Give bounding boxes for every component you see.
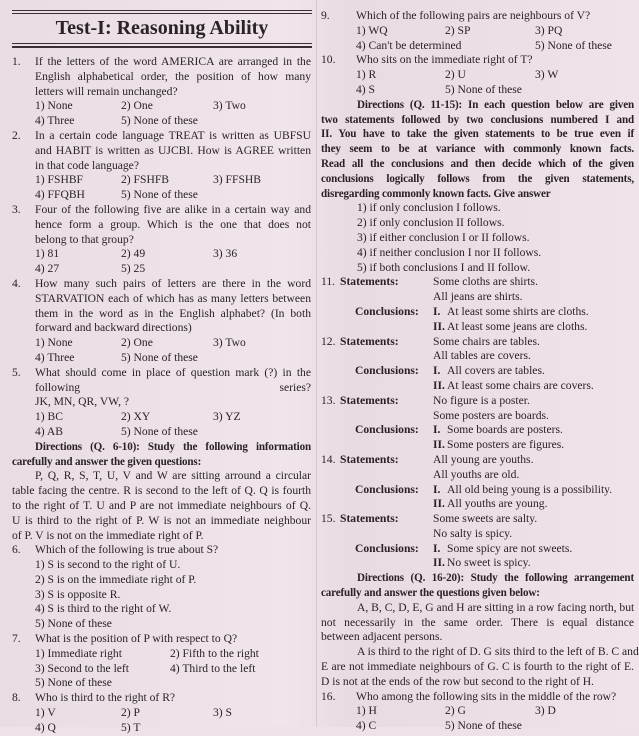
answer-option[interactable]: 4) Q [35,720,56,734]
conclusion-number: I. [433,423,441,437]
answer-option[interactable]: 3) YZ [213,410,241,424]
option-row [35,588,311,603]
text-line: In a certain code language TREAT is written as UBFSU [35,128,311,142]
answer-key-list [357,201,634,275]
option-row [356,24,634,39]
answer-option[interactable]: 1) S is second to the right of U. [35,558,181,572]
text-line: Read all the conclusions and then decide which of the given [321,157,634,170]
question-body [35,277,311,366]
question-body [356,690,634,734]
text-line: What should come in place of question mark (?) in the [35,365,311,379]
conclusion-text: Some spicy are not sweets. [447,541,573,555]
question-number: 15. [321,512,336,526]
answer-option[interactable]: 1) None [35,99,73,113]
text-line: them in the word as in the English alphabet? (In both [35,306,311,320]
conclusion-number: I. [433,541,441,555]
answer-option[interactable]: 1) 81 [35,247,60,261]
text-line: forward and backward directions) [35,321,192,335]
text-line: STARVATION each of which has as many letters between [35,291,311,305]
answer-option[interactable]: 1) V [35,706,56,720]
text-line: in that code language? [35,158,139,172]
conclusions-label: Conclusions: [355,423,419,437]
conclusion-text: Some posters are figures. [447,438,565,452]
option-row [35,602,311,617]
answer-option[interactable]: 5) None of these [445,719,522,733]
option-row [35,410,311,425]
text-line: II. You have to take the given statements to be true even if [321,128,634,141]
text-line: carefully and answer the given questions: [12,455,202,468]
rule [12,43,312,44]
conclusion-text: All old being young is a possibility. [447,482,613,496]
text-line: Directions (Q. 16-20): Study the following arrangement [357,572,634,585]
option-row [35,617,311,632]
text-line: between adjacent persons. [321,630,443,644]
conclusion-text: At least some chairs are covers. [447,378,594,392]
statements-label: Statements: [340,275,399,289]
statements-label: Statements: [340,452,399,466]
answer-option[interactable]: 5) T [121,720,141,734]
conclusion-text: All covers are tables. [447,364,545,378]
question-6 [12,543,311,632]
conclusion [433,379,634,394]
option-row [35,114,311,129]
option-row [35,247,311,262]
conclusion-number: II. [433,438,445,452]
answer-option[interactable]: 4) FFQBH [35,188,85,202]
answer-option[interactable]: 4) Can't be determined [356,38,462,52]
question-4 [12,277,311,366]
answer-key-item: 1) if only conclusion I follows. [357,201,501,215]
answer-option[interactable]: 2) S is on the immediate right of P. [35,572,197,586]
conclusion [433,305,634,320]
text-line: Who sits on the immediate right of T? [356,53,533,67]
rule [12,46,312,48]
answer-option[interactable]: 2) G [445,704,466,718]
answer-option[interactable]: 5) None of these [121,114,198,128]
conclusion-text: No sweet is spicy. [447,556,531,570]
question-body [35,55,311,129]
conclusion [433,556,634,571]
option-row [35,425,311,440]
conclusion-number: I. [433,304,441,318]
section-header [12,10,312,48]
directions [12,440,311,544]
text-line: letters will remain unchanged? [35,84,178,98]
answer-option[interactable]: 3) Second to the left [35,661,130,675]
answer-key-item: 2) if only conclusion II follows. [357,216,505,230]
column-divider [316,0,317,727]
answer-key-item: 5) if both conclusions I and II follow. [357,260,531,274]
question-number: 11. [321,275,336,289]
answer-key-item: 4) if neither conclusion I nor II follows. [357,245,542,259]
question-10 [321,53,634,97]
answer-option[interactable]: 3) FFSHB [213,173,262,187]
answer-key-item: 3) if either conclusion I or II follows. [357,230,530,244]
question-number: 12. [321,334,336,348]
conclusion [433,542,634,557]
answer-option[interactable]: 3) D [535,704,556,718]
answer-option[interactable]: 1) None [35,336,73,350]
question-body [356,53,634,97]
statements-label: Statements: [340,393,399,407]
answer-option[interactable]: 2) One [121,99,153,113]
text-line: If the letters of the word AMERICA are arranged in the [35,55,311,68]
conclusion-text: All youths are young. [447,497,548,511]
statements-label: Statements: [340,512,399,526]
option-row [35,573,311,588]
text-line: A, B, C, D, E, G and H are sitting in a row facing north, but [357,600,635,614]
question-body [356,9,634,53]
text-line: they seem to be at variance with commonly known facts. [321,143,634,156]
statement: Some chairs are tables. [433,334,540,348]
answer-option[interactable]: 3) Two [213,336,246,350]
answer-option[interactable]: 2) Fifth to the right [170,646,259,660]
answer-option[interactable]: 3) S is opposite R. [35,587,121,601]
answer-option[interactable]: 4) S [356,82,376,96]
answer-option[interactable]: 1) R [356,68,377,82]
conclusions-label: Conclusions: [355,364,419,378]
text-line: not necessarily in the same order. There is equal distance [321,615,634,629]
answer-option[interactable]: 5) None of these [445,82,522,96]
right-column [321,9,639,734]
answer-option[interactable]: 4) 27 [35,262,60,276]
question-number: 10. [321,53,336,67]
conclusion-number: I. [433,482,441,496]
answer-option[interactable]: 3) 36 [213,247,238,261]
text-line: carefully and answer the questions given below: [321,587,540,600]
answer-option[interactable]: 4) C [356,719,377,733]
answer-option[interactable]: 1) WQ [356,23,388,37]
answer-option[interactable]: 5) 25 [121,262,146,276]
conclusions-label: Conclusions: [355,482,419,496]
conclusion-number: I. [433,364,441,378]
answer-option[interactable]: 3) PQ [535,23,563,37]
answer-option[interactable]: 1) H [356,704,377,718]
text-line: U is third to the right of P. W is not an immediate neighbour [12,513,311,527]
answer-option[interactable]: 2) P [121,706,141,720]
option-row [35,336,311,351]
question-number: 16. [321,689,336,703]
text-line: A is third to the right of D. G sits third to the left of B. C and [357,645,639,659]
text-line: Four of the following five are alike in a certain way and [35,202,311,216]
answer-option[interactable]: 2) FSHFB [121,173,170,187]
answer-option[interactable]: 3) Two [213,99,246,113]
statement: Some posters are boards. [433,408,549,422]
question-16 [321,690,634,734]
text-line: E are not immediate neighbours of G. C is fourth to the right of E. [321,660,634,674]
question-number: 2. [12,128,21,142]
option-row [35,188,311,203]
text-line: two statements followed by two conclusions numbered I and [321,113,634,126]
text-line: belong to that group? [35,232,134,246]
conclusion-number: II. [433,556,445,570]
option-row [356,39,634,54]
left-column [12,55,311,736]
question-body [35,543,311,632]
text-line: Which of the following pairs are neighbours of V? [356,9,591,22]
answer-option[interactable]: 5) None of these [121,350,198,364]
conclusion-number: II. [433,497,445,511]
statement: No figure is a poster. [433,393,530,407]
answer-option[interactable]: 2) U [445,68,466,82]
question-number: 14. [321,452,336,466]
question-number: 5. [12,365,21,379]
question-body [35,632,311,691]
answer-option[interactable]: 2) SP [445,23,471,37]
syllogism-15 [321,512,634,571]
question-7 [12,632,311,691]
statement: All young are youths. [433,452,534,466]
option-row [35,351,311,366]
answer-option[interactable]: 4) Three [35,114,75,128]
answer-option[interactable]: 5) None of these [535,38,612,52]
option-row [35,262,311,277]
question-body [35,691,311,735]
conclusion [433,320,634,335]
text-line: table facing the centre. R is second to the left of Q. Q is fourth [12,484,311,498]
text-line: of P. V is not on the immediate right of P. [12,528,204,542]
question-body [35,366,311,440]
directions [321,98,634,276]
text-line: following series? [35,380,311,394]
directions [321,571,639,689]
text-line: English alphabetical order, the position of how many [35,69,311,83]
conclusion-number: II. [433,319,445,333]
text-line: Directions (Q. 11-15): In each question below are given [357,98,634,111]
question-3 [12,203,311,277]
conclusion [433,423,634,438]
option-row [356,68,634,83]
conclusion [433,483,634,498]
text-line: D is not at the ends of the row but second to the right of H. [321,674,595,688]
answer-option[interactable]: 2) XY [121,410,151,424]
question-number: 13. [321,393,336,407]
option-row [35,721,311,736]
option-row [35,706,311,721]
statement: All youths are old. [433,467,520,481]
answer-option[interactable]: 5) None of these [121,424,198,438]
answer-option[interactable]: 4) AB [35,424,64,438]
text-line: Who among the following sits in the middle of the row? [356,689,617,703]
syllogism-11 [321,275,634,334]
question-number: 1. [12,55,21,68]
answer-option[interactable]: 4) Third to the left [170,661,256,675]
option-row [35,662,311,677]
text-line: conclusions logically follows from the given statements, [321,172,634,185]
answer-option[interactable]: 3) S [213,706,233,720]
syllogism-13 [321,394,634,453]
option-row [35,676,311,691]
question-number: 8. [12,691,21,705]
text-line: Which of the following is true about S? [35,543,219,557]
conclusion [433,438,634,453]
text-line: What is the position of P with respect to Q? [35,632,238,646]
statements-label: Statements: [340,334,399,348]
question-body [35,129,311,203]
option-row [356,83,634,98]
answer-option[interactable]: 5) None of these [35,617,112,631]
conclusions-label: Conclusions: [355,541,419,555]
answer-option[interactable]: 4) S is third to the right of W. [35,602,172,616]
answer-option[interactable]: 5) None of these [121,188,198,202]
syllogism-12 [321,335,634,394]
rule [12,10,312,11]
text-line: Who is third to the right of R? [35,691,176,705]
statement: All jeans are shirts. [433,290,523,304]
text-line: Directions (Q. 6-10): Study the following information [35,440,311,453]
statement: No salty is spicy. [433,526,513,540]
syllogism-14 [321,453,634,512]
answer-option[interactable]: 1) BC [35,410,64,424]
text-line: JK, MN, QR, VW, ? [35,395,130,409]
rule [12,13,312,14]
text-line: to the right of T. U and P are not immediate neighbours of Q. [12,498,311,512]
text-line: hence form a group. Which is the one that does not [35,217,311,231]
option-row [35,647,311,662]
conclusion-number: II. [433,378,445,392]
answer-option[interactable]: 2) 49 [121,247,146,261]
statement: Some sweets are salty. [433,512,538,526]
text-line: How many such pairs of letters are there in the word [35,276,311,290]
question-number: 7. [12,632,21,646]
statement: All tables are covers. [433,349,531,363]
option-row [35,558,311,573]
answer-option[interactable]: 4) Three [35,350,75,364]
conclusion-text: Some boards are posters. [447,423,563,437]
question-5 [12,366,311,440]
option-row [35,173,311,188]
conclusion-text: At least some jeans are cloths. [447,319,588,333]
conclusion [433,364,634,379]
answer-option[interactable]: 3) W [535,68,559,82]
text-line: disregarding commonly known facts. Give answer [321,187,551,200]
answer-option[interactable]: 2) One [121,336,153,350]
question-9 [321,9,634,53]
conclusion-text: At least some shirts are cloths. [447,304,589,318]
question-1 [12,55,311,129]
text-line: P, Q, R, S, T, U, V and W are sitting arround a circular [35,469,311,483]
question-number: 3. [12,202,21,216]
question-8 [12,691,311,735]
conclusion [433,497,634,512]
option-row [35,99,311,114]
answer-option[interactable]: 1) FSHBF [35,173,84,187]
text-line: and HABIT is written as UJCBI. How is AGREE written [35,143,311,157]
question-number: 4. [12,276,21,290]
section-title: Test-I: Reasoning Ability [55,17,269,39]
question-2 [12,129,311,203]
answer-option[interactable]: 1) Immediate right [35,646,122,660]
statement: Some cloths are shirts. [433,275,538,289]
question-number: 6. [12,543,21,557]
question-number: 9. [321,9,330,22]
answer-option[interactable]: 5) None of these [35,676,112,690]
option-row [356,704,634,719]
conclusions-label: Conclusions: [355,304,419,318]
question-body [35,203,311,277]
